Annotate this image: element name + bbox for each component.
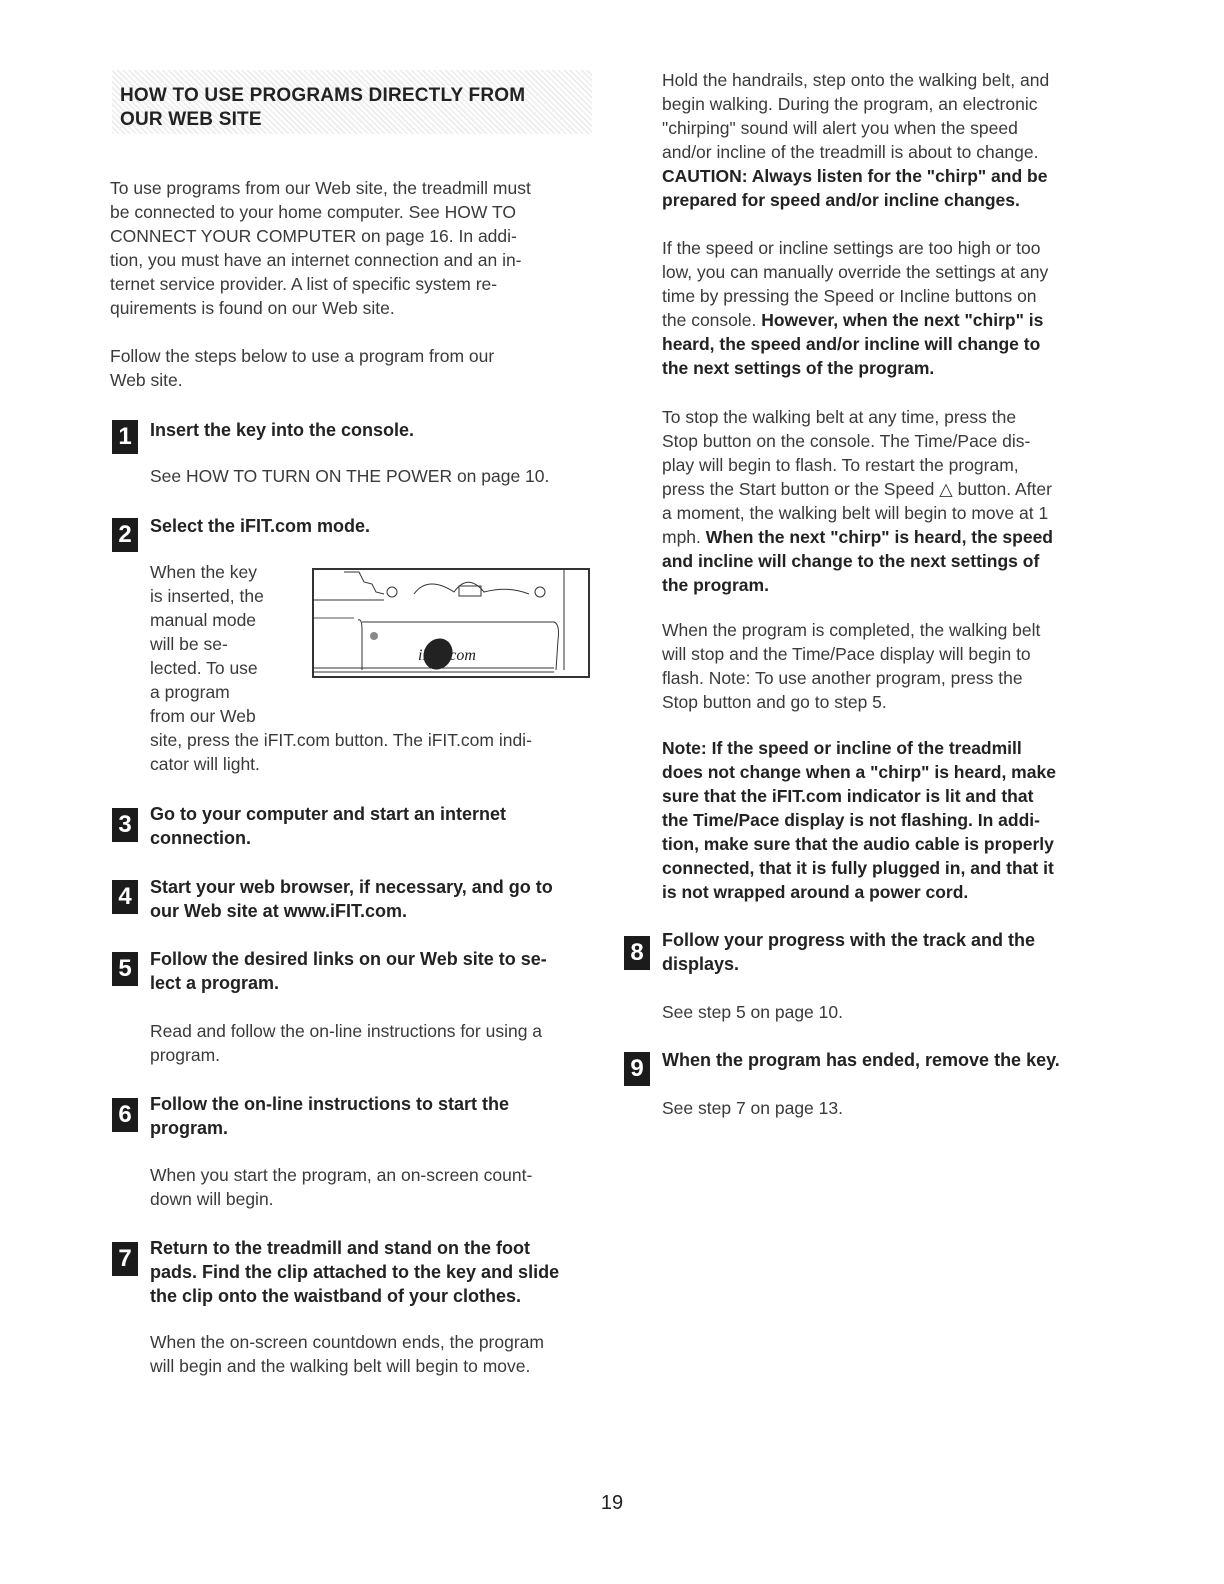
text-line: Read and follow the on-line instructions for using a [150,1021,543,1041]
text-line: tion, make sure that the audio cable is properly [662,834,1054,854]
text-line: When the key [150,562,257,582]
bold-span: When the next "chirp" is heard, the speed [705,527,1053,547]
text-line: our Web site at www.iFIT.com. [150,901,408,921]
text-line: is inserted, the [150,586,264,606]
text-line: sure that the iFIT.com indicator is lit and that [662,786,1034,806]
follow-paragraph [110,344,600,392]
text-line: Stop button on the console. The Time/Pace dis- [662,431,1031,451]
text-line: Select the iFIT.com mode. [150,516,371,536]
text-line: play will begin to flash. To restart the program, [662,455,1019,475]
text-line: See HOW TO TURN ON THE POWER on page 10. [150,466,550,486]
text-line: Follow the desired links on our Web site to se- [150,949,547,969]
step-number-badge: 6 [112,1098,138,1132]
text-line: will begin and the walking belt will begin to move. [150,1356,531,1376]
text-line: low, you can manually override the settings at any [662,262,1049,282]
text-line: Note: If the speed or incline of the treadmill [662,738,1022,758]
step-title [150,947,600,995]
step-body [150,464,600,488]
intro-paragraph [110,176,600,320]
text-line: When the on-screen countdown ends, the program [150,1332,544,1352]
step-title [150,514,600,538]
text-line: Hold the handrails, step onto the walking belt, and [662,70,1050,90]
caution-line: prepared for speed and/or incline changes. [662,190,1020,210]
text-line: the next settings of the program. [662,358,935,378]
note-paragraph [662,736,1112,904]
text-line: down will begin. [150,1189,274,1209]
text-line: the Time/Pace display is not flashing. In addi- [662,810,1040,830]
text-line: CONNECT YOUR COMPUTER on page 16. In addi- [110,226,517,246]
step-body [150,1019,600,1067]
step-body [662,1000,1112,1024]
right-paragraph-3 [662,405,1112,597]
text-line: To use programs from our Web site, the treadmill must [110,178,531,198]
text-span: the console. [662,310,762,330]
text-line: begin walking. During the program, an electronic [662,94,1038,114]
text-line: displays. [662,954,740,974]
step-number-badge: 7 [112,1242,138,1276]
text-line: tion, you must have an internet connection and an in- [110,250,522,270]
step-title [662,928,1112,976]
text-line: time by pressing the Speed or Incline buttons on [662,286,1037,306]
text-line: site, press the iFIT.com button. The iFIT.com indi- [150,730,532,750]
right-paragraph-4 [662,618,1112,714]
text-line: press the Start button or the Speed △ button. After [662,479,1052,499]
text-line: Follow your progress with the track and the [662,930,1036,950]
text-line: Stop button and go to step 5. [662,692,887,712]
step-title [150,1236,600,1308]
step-title [150,802,600,850]
text-line: a program [150,682,230,702]
text-line: When you start the program, an on-screen count- [150,1165,533,1185]
text-line: connected, that it is fully plugged in, and that it [662,858,1054,878]
text-line: be connected to your home computer. See HOW TO [110,202,516,222]
ifit-logo: iFIT.com [418,647,476,664]
text-line: cator will light. [150,754,260,774]
caution-line: CAUTION: Always listen for the "chirp" and be [662,166,1048,186]
console-illustration [312,568,590,678]
text-line: Web site. [110,370,183,390]
text-line: will be se- [150,634,228,654]
step-number-badge: 9 [624,1052,650,1086]
text-line: Insert the key into the console. [150,420,415,440]
text-line: pads. Find the clip attached to the key and slide [150,1262,560,1282]
text-line: flash. Note: To use another program, press the [662,668,1023,688]
right-paragraph-2 [662,236,1112,380]
bold-span: However, when the next "chirp" is [761,310,1044,330]
text-line: program. [150,1118,229,1138]
text-span: mph. [662,527,706,547]
text-line: When the program has ended, remove the key. [662,1050,1060,1070]
text-line: and/or incline of the treadmill is about to change. [662,142,1039,162]
step-number-badge: 3 [112,808,138,842]
step-title [150,875,600,923]
step-body [150,560,310,728]
console-drawing [314,570,588,676]
text-line: Follow the steps below to use a program from our [110,346,495,366]
text-line: the program. [662,575,769,595]
heading-line: OUR WEB SITE [120,109,262,130]
text-line: See step 5 on page 10. [662,1002,843,1022]
text-line [662,525,1112,549]
text-line: a moment, the walking belt will begin to move at 1 [662,503,1049,523]
section-heading [112,70,592,134]
text-line: quirements is found on our Web site. [110,298,395,318]
text-line: is not wrapped around a power cord. [662,882,969,902]
text-line: connection. [150,828,252,848]
text-line: Start your web browser, if necessary, and go to [150,877,553,897]
text-line: When the program is completed, the walking belt [662,620,1041,640]
heading-line: HOW TO USE PROGRAMS DIRECTLY FROM [120,85,526,106]
step-number-badge: 8 [624,936,650,970]
page-number: 19 [600,1492,624,1514]
section-heading-text [120,84,525,132]
text-line: ternet service provider. A list of specific system re- [110,274,498,294]
step-body [150,1330,600,1378]
text-line: Go to your computer and start an internet [150,804,507,824]
step-number-badge: 4 [112,880,138,914]
step-number-badge: 1 [112,420,138,454]
text-line [662,308,1112,332]
text-line: the clip onto the waistband of your clothes. [150,1286,522,1306]
step-number-badge: 5 [112,952,138,986]
step-body [150,1163,600,1211]
text-line: and incline will change to the next settings of [662,551,1040,571]
text-line: "chirping" sound will alert you when the speed [662,118,1018,138]
text-line: See step 7 on page 13. [662,1098,843,1118]
text-line: heard, the speed and/or incline will change to [662,334,1041,354]
text-line: from our Web [150,706,256,726]
text-line: Return to the treadmill and stand on the foot [150,1238,530,1258]
step-body [662,1096,1112,1120]
step-body [150,728,600,776]
step-title [150,418,600,442]
step-title [150,1092,600,1140]
text-line: does not change when a "chirp" is heard, make [662,762,1056,782]
text-line: manual mode [150,610,257,630]
text-line: If the speed or incline settings are too high or too [662,238,1041,258]
text-line: program. [150,1045,221,1065]
text-line: will stop and the Time/Pace display will begin to [662,644,1031,664]
step-title [662,1048,1112,1072]
step-number-badge: 2 [112,518,138,552]
text-line: lect a program. [150,973,280,993]
text-line: lected. To use [150,658,258,678]
text-line: To stop the walking belt at any time, press the [662,407,1017,427]
text-line: Follow the on-line instructions to start the [150,1094,509,1114]
right-paragraph-1 [662,68,1112,212]
